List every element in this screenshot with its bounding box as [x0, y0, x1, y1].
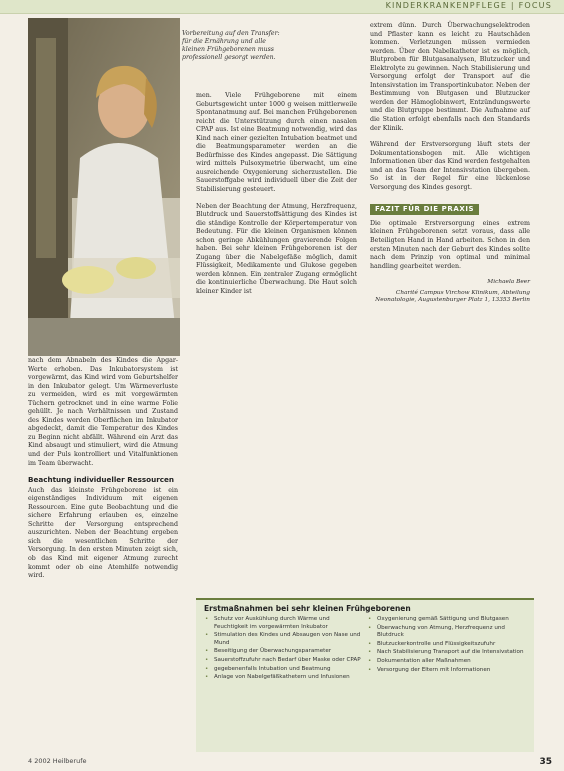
header-band — [0, 0, 564, 14]
photo-caption: Vorbereitung auf den Transfer: für die Ernährung und alle kleinen Frühgeborenen muss professionell gesorgt werden. — [182, 30, 280, 61]
list-item: • Überwachung von Atmung, Herzfrequenz und Blutdruck — [373, 625, 528, 640]
list-item: • Sauerstoffzufuhr nach Bedarf über Maske oder CPAP — [210, 657, 365, 665]
paragraph: Neben der Beachtung der Atmung, Herzfrequenz, Blutdruck und Sauerstoffsättigung des Kindes ist die ständige Kontrolle der Körpertemperatur von Bedeutung. Für die kleinen Organismen können schon geringe Abkühlungen gravierende Folgen haben. Bei sehr kleinen Frühgeborenen ist der Zugang über die Nabelgefäße möglich, damit Flüssigkeit, Medikamente und Glukose gegeben werden können. Ein zentraler Zugang ermöglicht die kontinuierliche Überwachung. Die Haut solch kleiner Kinder ist — [196, 202, 357, 296]
list-item: • Stimulation des Kindes und Absaugen von Nase und Mund — [210, 632, 365, 647]
list-item: • Schutz vor Auskühlung durch Wärme und Feuchtigkeit im vorgewärmten Inkubator — [210, 616, 365, 631]
list-item: • Anlage von Nabelgefäßkathetern und Infusionen — [210, 674, 365, 682]
paragraph: men. Viele Frühgeborene mit einem Geburtsgewicht unter 1000 g weisen mittlerweile Spontanatmung auf. Bei manchen Frühgeborenen reicht die Unterstützung durch einen nasalen CPAP aus. Ist eine Beatmung notwendig, wird das Kind nach einer gezielten Intubation beatmet und die Beatmungsparameter werden an die Bedürfnisse des Kindes angepasst. Die Sättigung wird mittels Pulsoxymetrie überwacht, um eine ausreichende Oxygenierung sicherzustellen. Die Sauerstoffgabe wird individuell über die Zeit der Stabilisierung gesteuert. — [196, 92, 357, 194]
paragraph: extrem dünn. Durch Überwachungselektroden und Pflaster kann es leicht zu Hautschäden kommen. Verletzungen müssen vermieden werden. Über den Nabelkatheter ist es möglich, Blutproben für Blutgasanalysen, Blutzucker und Elektrolyte zu gewinnen. Nach Stabilisierung und Versorgung erfolgt der Transport auf die Intensivstation im Transportinkubator. Neben der Bestimmung von Blutgasen und Blutzucker werden der Hämoglobinwert, Entzündungswerte und die Blutgruppe bestimmt. Die Aufnahme auf die Station erfolgt ebenfalls nach den Standards der Klinik. — [370, 22, 530, 132]
list-item: • Nach Stabilisierung Transport auf die Intensivstation — [373, 649, 528, 657]
list-item: • Dokumentation aller Maßnahmen — [373, 658, 528, 666]
column-left — [28, 357, 178, 589]
section-heading: Beachtung individueller Ressourcen — [28, 475, 175, 485]
info-box-list-left — [202, 616, 365, 683]
running-head: KINDERKRANKENPFLEGE | FOCUS — [385, 1, 552, 10]
page-number: 35 — [539, 757, 552, 767]
paragraph: nach dem Abnabeln des Kindes die Apgar-Werte erhoben. Das Inkubatorsystem ist vorgewärmt, das Kind wird vom Geburtshelfer in den Inkubator gelegt. Um Wärmeverluste zu vermeiden, wird es mit vorgewärmten Tüchern getrocknet und in eine warme Folie gehüllt. Je nach Verhältnissen und Zustand des Kindes werden Oberflächen im Inkubator abgedeckt, damit die Temperatur des Kindes zu Beginn nicht abfällt. Während ein Arzt das Kind absaugt und stimuliert, wird die Atmung und der Puls kontrolliert und Vitalfunktionen im Team überwacht. — [28, 357, 178, 467]
info-box-list-right — [365, 616, 528, 683]
paragraph: Auch das kleinste Frühgeborene ist ein eigenständiges Individuum mit eigenen Ressourcen. Eine gute Beobachtung und die sichere Erfahrung erlauben es, einzelne Schritte der Versorgung entsprechend auszurichten. Neben der Beachtung ergeben sich die wesentlichen Schritte der Versorgung. In den ersten Minuten zeigt sich, ob das Kind mit eigener Atmung zurecht kommt oder ob eine Atemhilfe notwendig wird. — [28, 486, 178, 580]
author-name: Michaela Beer — [487, 279, 530, 286]
nurse-photo — [28, 18, 180, 356]
list-item: • Blutzuckerkontrolle und Flüssigkeitszufuhr — [373, 641, 528, 649]
footer-issue: 4 2002 Heilberufe — [28, 757, 87, 765]
info-box — [196, 598, 534, 752]
column-middle — [196, 92, 357, 305]
list-item: • Beseitigung der Überwachungsparameter — [210, 648, 365, 656]
fazit-label: FAZIT FÜR DIE PRAXIS — [370, 204, 479, 215]
list-item: • gegebenenfalls Intubation und Beatmung — [210, 666, 365, 674]
list-item: • Oxygenierung gemäß Sättigung und Blutgasen — [373, 616, 528, 624]
paragraph: Während der Erstversorgung läuft stets der Dokumentationsbogen mit. Alle wichtigen Informationen über das Kind werden festgehalten und an das Team der Intensivstation übergeben. So ist in der Regel für eine lückenlose Versorgung des Kindes gesorgt. — [370, 141, 530, 191]
author-address: Charité Campus Virchow Klinikum, Abteilung Neonatologie, Augustenburger Platz 1, 13353 Berlin — [375, 289, 530, 304]
column-right — [370, 22, 530, 305]
paragraph: Die optimale Erstversorgung eines extrem kleinen Frühgeborenen setzt voraus, dass alle Beteiligten Hand in Hand arbeiten. Schon in den ersten Minuten nach der Geburt des Kindes sollte nach dem Prinzip von optimal und minimal handling gearbeitet werden. — [370, 219, 530, 270]
info-box-title: Erstmaßnahmen bei sehr kleinen Frühgeborenen — [204, 604, 411, 613]
list-item: • Versorgung der Eltern mit Informationen — [373, 667, 528, 675]
